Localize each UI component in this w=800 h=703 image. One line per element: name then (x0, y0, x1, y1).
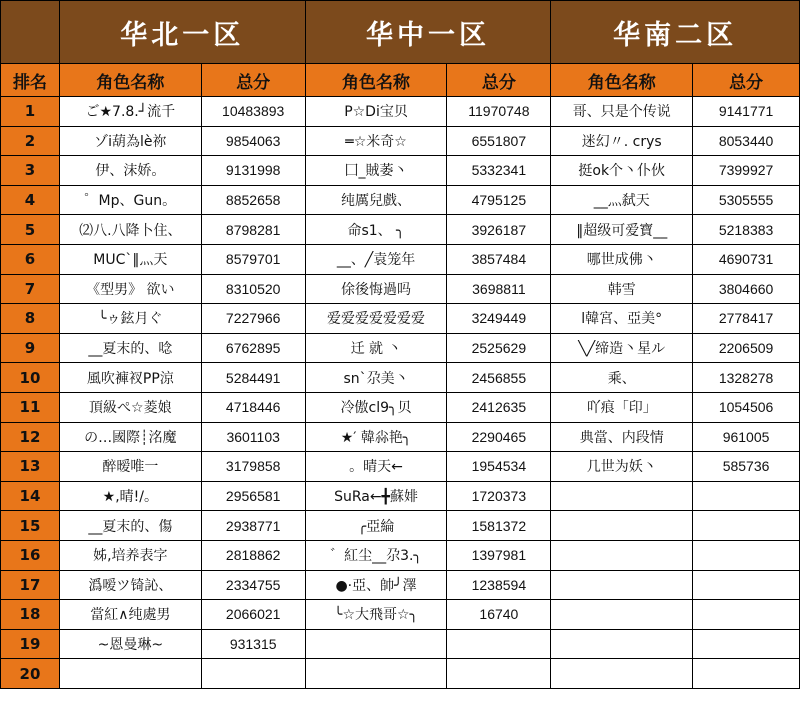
player-name-cell: ╰☆大飛哥☆╮ (305, 600, 447, 630)
rank-cell: 17 (1, 570, 60, 600)
player-name-cell: MUC`‖灬天 (59, 244, 201, 274)
score-cell: 2334755 (201, 570, 305, 600)
score-cell: 8310520 (201, 274, 305, 304)
player-name-cell: 乘、 (551, 363, 693, 393)
score-cell: 1954534 (447, 452, 551, 482)
score-cell: 6762895 (201, 333, 305, 363)
player-name-cell: SuRa←╋蘇婔 (305, 481, 447, 511)
table-row (1, 244, 800, 274)
table-row (1, 422, 800, 452)
rank-cell: 9 (1, 333, 60, 363)
player-name-cell (551, 511, 693, 541)
rank-cell: 14 (1, 481, 60, 511)
rank-cell: 13 (1, 452, 60, 482)
player-name-cell: ╰ゥ鉉月ぐ (59, 304, 201, 334)
player-name-cell (551, 570, 693, 600)
score-cell: 4795125 (447, 185, 551, 215)
player-name-cell: 纯厲兒戲、 (305, 185, 447, 215)
score-cell: 3698811 (447, 274, 551, 304)
region-title: 华中一区 (305, 1, 551, 64)
rank-cell: 18 (1, 600, 60, 630)
score-cell: 3179858 (201, 452, 305, 482)
score-cell: 961005 (693, 422, 800, 452)
score-cell: 2066021 (201, 600, 305, 630)
table-row (1, 452, 800, 482)
player-name-cell: ゜Mp、Gun。 (59, 185, 201, 215)
score-cell (447, 659, 551, 689)
rank-cell: 6 (1, 244, 60, 274)
score-cell: 3249449 (447, 304, 551, 334)
table-row (1, 600, 800, 630)
score-cell: 2412635 (447, 392, 551, 422)
score-cell: 2778417 (693, 304, 800, 334)
column-header-row (1, 64, 800, 97)
score-cell: 2938771 (201, 511, 305, 541)
rank-cell: 20 (1, 659, 60, 689)
player-name-cell: 迁 就 丶 (305, 333, 447, 363)
rank-cell: 8 (1, 304, 60, 334)
player-name-cell: ★′ 韓尛艳╮ (305, 422, 447, 452)
score-cell: 585736 (693, 452, 800, 482)
rank-cell: 2 (1, 126, 60, 156)
player-name-cell: 醉暧唯一 (59, 452, 201, 482)
score-cell: 2525629 (447, 333, 551, 363)
rank-cell: 4 (1, 185, 60, 215)
player-name-cell: 姊,培养表字 (59, 540, 201, 570)
player-name-cell: 迷幻〃. crys (551, 126, 693, 156)
player-name-cell: l韓宮、亞美° (551, 304, 693, 334)
player-name-cell: 典當、内段情 (551, 422, 693, 452)
player-name-cell (551, 629, 693, 659)
table-row (1, 126, 800, 156)
player-name-cell: ‖超级可爱寶__ (551, 215, 693, 245)
player-name-cell: ご★7.8.┘流千 (59, 97, 201, 127)
rank-header: 排名 (1, 64, 60, 97)
table-row (1, 304, 800, 334)
player-name-cell: 挺ok个丶仆伙 (551, 156, 693, 186)
player-name-cell: sn`尕美丶 (305, 363, 447, 393)
region-title: 华北一区 (59, 1, 305, 64)
corner-cell (1, 1, 60, 64)
score-cell: 1328278 (693, 363, 800, 393)
region-title: 华南二区 (551, 1, 800, 64)
player-name-cell: 哥、只是个传说 (551, 97, 693, 127)
score-cell (447, 629, 551, 659)
player-name-cell: 几世为妖丶 (551, 452, 693, 482)
score-cell: 5218383 (693, 215, 800, 245)
player-name-cell: __夏末的、傷 (59, 511, 201, 541)
score-cell: 1054506 (693, 392, 800, 422)
region-header-row (1, 1, 800, 64)
player-name-cell: 俆後悔過吗 (305, 274, 447, 304)
rank-cell: 7 (1, 274, 60, 304)
score-cell: 1581372 (447, 511, 551, 541)
score-cell: 1720373 (447, 481, 551, 511)
score-cell: 5305555 (693, 185, 800, 215)
player-name-cell: ゛紅尘__尕3.╮ (305, 540, 447, 570)
table-row (1, 659, 800, 689)
score-cell (693, 511, 800, 541)
score-cell: 5332341 (447, 156, 551, 186)
score-header: 总分 (447, 64, 551, 97)
player-name-cell (305, 659, 447, 689)
player-name-cell: 伊、沫娇。 (59, 156, 201, 186)
rank-cell: 12 (1, 422, 60, 452)
table-row (1, 97, 800, 127)
player-name-cell: __夏末的、唸 (59, 333, 201, 363)
name-header: 角色名称 (305, 64, 447, 97)
player-name-cell: 當紅∧纯處男 (59, 600, 201, 630)
rank-cell: 15 (1, 511, 60, 541)
player-name-cell: 頂級ぺ☆菱娘 (59, 392, 201, 422)
score-cell: 7399927 (693, 156, 800, 186)
score-cell (693, 600, 800, 630)
score-cell: 1397981 (447, 540, 551, 570)
player-name-cell (551, 600, 693, 630)
score-cell: 5284491 (201, 363, 305, 393)
player-name-cell: ゾi葫為lè祢 (59, 126, 201, 156)
player-name-cell (551, 659, 693, 689)
score-cell: 1238594 (447, 570, 551, 600)
score-cell: 2290465 (447, 422, 551, 452)
score-cell: 7227966 (201, 304, 305, 334)
player-name-cell (59, 659, 201, 689)
table-row (1, 511, 800, 541)
name-header: 角色名称 (59, 64, 201, 97)
player-name-cell: 風吹褲衩PP涼 (59, 363, 201, 393)
score-cell: 3601103 (201, 422, 305, 452)
player-name-cell (305, 629, 447, 659)
score-cell: 3926187 (447, 215, 551, 245)
name-header: 角色名称 (551, 64, 693, 97)
player-name-cell: 冷傲cl9╮贝 (305, 392, 447, 422)
player-name-cell: __、╱袁笼年 (305, 244, 447, 274)
score-cell: 8579701 (201, 244, 305, 274)
player-name-cell: 命s1、 ╮ (305, 215, 447, 245)
score-cell: 8798281 (201, 215, 305, 245)
rank-cell: 19 (1, 629, 60, 659)
player-name-cell: 吖痕「印」 (551, 392, 693, 422)
score-cell: 931315 (201, 629, 305, 659)
player-name-cell: の…國際┊洺魔 (59, 422, 201, 452)
table-row (1, 156, 800, 186)
score-cell: 3804660 (693, 274, 800, 304)
score-cell: 2818862 (201, 540, 305, 570)
player-name-cell: ═☆米奇☆ (305, 126, 447, 156)
score-cell: 9141771 (693, 97, 800, 127)
player-name-cell: P☆Di宝贝 (305, 97, 447, 127)
score-cell (693, 540, 800, 570)
score-cell: 8053440 (693, 126, 800, 156)
player-name-cell: ⑵八.八降卜住、 (59, 215, 201, 245)
score-cell: 2956581 (201, 481, 305, 511)
player-name-cell: 哪世成佛丶 (551, 244, 693, 274)
rank-cell: 10 (1, 363, 60, 393)
player-name-cell: ●·亞、帥╯澤 (305, 570, 447, 600)
score-cell: 4718446 (201, 392, 305, 422)
table-row (1, 570, 800, 600)
player-name-cell: 潙嗳ツ锜訫、 (59, 570, 201, 600)
score-cell: 3857484 (447, 244, 551, 274)
table-row (1, 215, 800, 245)
table-row (1, 392, 800, 422)
score-cell: 2206509 (693, 333, 800, 363)
score-cell: 6551807 (447, 126, 551, 156)
score-cell: 2456855 (447, 363, 551, 393)
table-row (1, 363, 800, 393)
player-name-cell: 韩雪 (551, 274, 693, 304)
table-row (1, 481, 800, 511)
score-cell: 9131998 (201, 156, 305, 186)
player-name-cell: 囗_賊萎丶 (305, 156, 447, 186)
table-row (1, 629, 800, 659)
player-name-cell: ★,晴!/。 (59, 481, 201, 511)
player-name-cell: 。晴天← (305, 452, 447, 482)
score-cell (693, 570, 800, 600)
player-name-cell: __灬弑天 (551, 185, 693, 215)
score-cell: 10483893 (201, 97, 305, 127)
rank-cell: 5 (1, 215, 60, 245)
table-row (1, 185, 800, 215)
table-row (1, 333, 800, 363)
score-cell (693, 481, 800, 511)
rank-cell: 1 (1, 97, 60, 127)
score-cell: 16740 (447, 600, 551, 630)
player-name-cell: 《型男》 欲い (59, 274, 201, 304)
table-row (1, 274, 800, 304)
player-name-cell: ~恩曼琳~ (59, 629, 201, 659)
rank-cell: 16 (1, 540, 60, 570)
score-cell: 4690731 (693, 244, 800, 274)
score-cell (201, 659, 305, 689)
score-cell (693, 629, 800, 659)
rank-cell: 3 (1, 156, 60, 186)
table-row (1, 540, 800, 570)
player-name-cell (551, 540, 693, 570)
player-name-cell: ╲╱缔造丶星ル (551, 333, 693, 363)
player-name-cell: ╭亞綸 (305, 511, 447, 541)
score-cell: 9854063 (201, 126, 305, 156)
score-cell: 11970748 (447, 97, 551, 127)
score-cell (693, 659, 800, 689)
score-header: 总分 (201, 64, 305, 97)
score-cell: 8852658 (201, 185, 305, 215)
rank-cell: 11 (1, 392, 60, 422)
player-name-cell (551, 481, 693, 511)
score-header: 总分 (693, 64, 800, 97)
player-name-cell: 爱爱爱爱爱爱爱 (305, 304, 447, 334)
